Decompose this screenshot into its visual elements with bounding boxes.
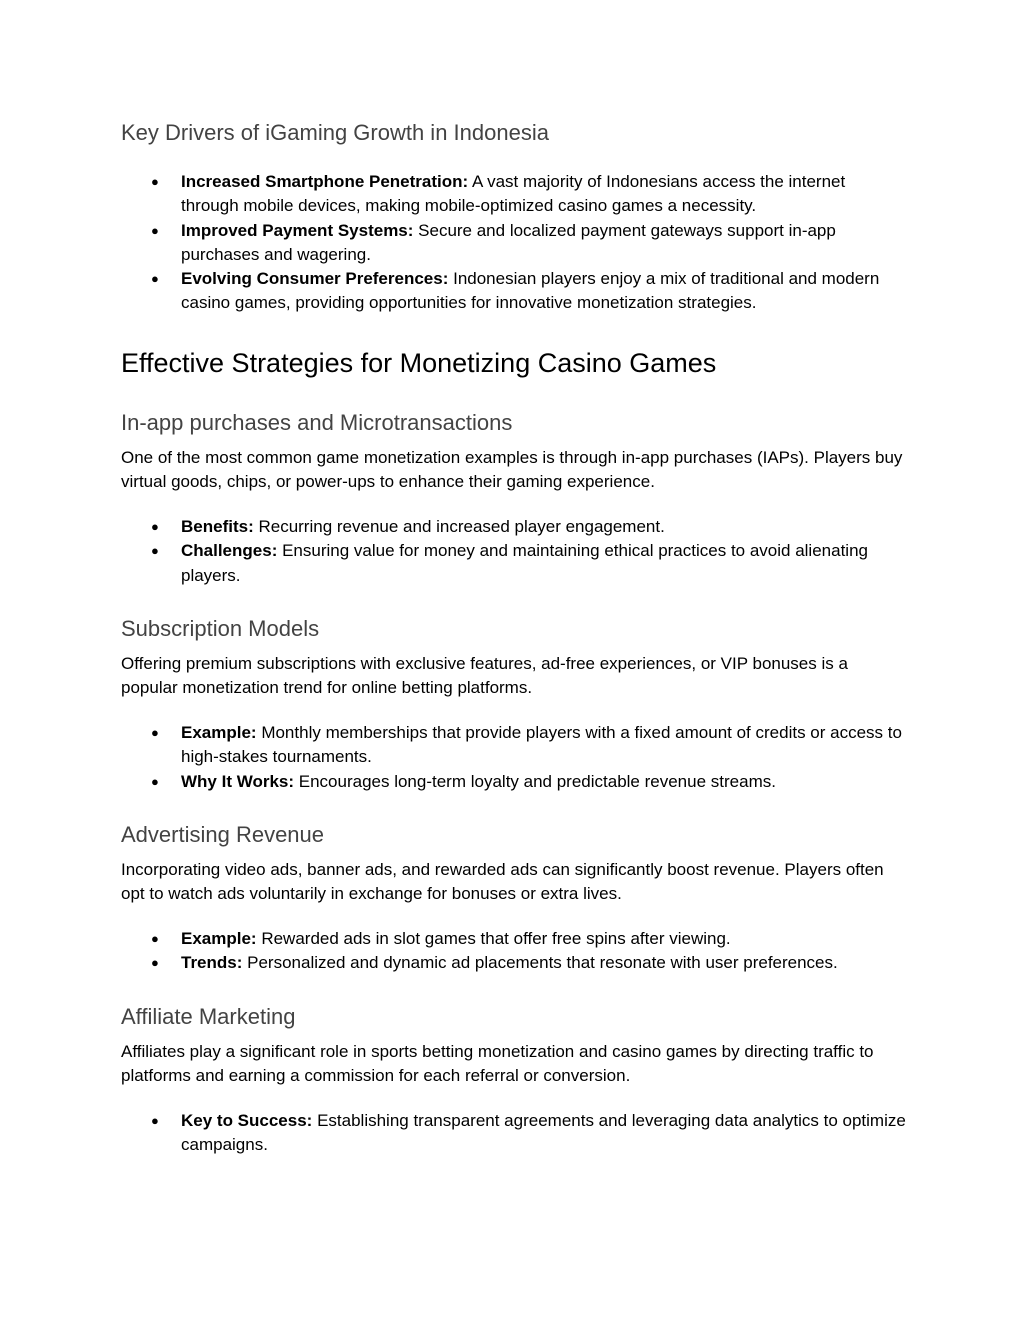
bullet-icon: ●: [151, 955, 159, 971]
subheading-affiliate-marketing: Affiliate Marketing: [121, 1004, 296, 1029]
list-item: ● Key to Success: Establishing transparent agreements and leveraging data analytics to optimize campaigns.: [151, 1111, 906, 1155]
bullet-icon: ●: [151, 725, 159, 740]
list-item: ● Challenges: Ensuring value for money and maintaining ethical practices to avoid alienating players.: [151, 541, 868, 585]
list-item: ● Why It Works: Encourages long-term loyalty and predictable revenue streams.: [121, 770, 906, 794]
bullet-icon: ●: [151, 271, 159, 287]
list-item: ● Trends: Personalized and dynamic ad placements that resonate with user preferences.: [121, 951, 906, 975]
bullet-icon: ●: [151, 222, 159, 238]
bullet-icon: ●: [151, 1113, 159, 1128]
subheading-subscription-models: Subscription Models: [121, 616, 320, 641]
list-item: ● Benefits: Recurring revenue and increased player engagement.: [121, 515, 906, 539]
list-item: ● Increased Smartphone Penetration: A vast majority of Indonesians access the internet through mobile devices, making mobile-optimized casino games a necessity.: [151, 172, 846, 216]
paragraph-affiliate-marketing: Affiliates play a significant role in sports betting monetization and casino games by directing traffic to platforms and earning a commission for each referral or conversion.: [121, 1042, 874, 1086]
bullet-icon: ●: [151, 519, 159, 534]
paragraph-advertising-revenue: Incorporating video ads, banner ads, and rewarded ads can significantly boost revenue. Players often opt to watch ads voluntarily in exchange for bonuses or extra lives.: [121, 860, 884, 904]
bullet-icon: ●: [151, 931, 159, 946]
subheading-in-app-purchases: In-app purchases and Microtransactions: [121, 410, 513, 435]
section-heading-effective-strategies: Effective Strategies for Monetizing Casino Games: [121, 348, 717, 378]
bullet-icon: ●: [151, 174, 159, 189]
paragraph-in-app-purchases: One of the most common game monetization examples is through in-app purchases (IAPs). Players buy virtual goods, chips, or power-ups to enhance their gaming experience.: [121, 448, 903, 492]
list-item: ● Example: Rewarded ads in slot games that offer free spins after viewing.: [121, 927, 906, 951]
advertising-revenue-list: [121, 927, 906, 976]
subheading-advertising-revenue: Advertising Revenue: [121, 822, 325, 847]
key-drivers-list: [121, 170, 906, 316]
section-heading-key-drivers: Key Drivers of iGaming Growth in Indonesia: [121, 120, 549, 145]
bullet-icon: ●: [151, 543, 159, 559]
affiliate-marketing-list: [121, 1109, 906, 1158]
subscription-models-list: [121, 721, 906, 794]
bullet-icon: ●: [151, 773, 159, 789]
in-app-purchases-list: [121, 515, 906, 588]
list-item: ● Example: Monthly memberships that provide players with a fixed amount of credits or access to high-stakes tournaments.: [151, 723, 902, 767]
paragraph-subscription-models: Offering premium subscriptions with exclusive features, ad-free experiences, or VIP bonuses is a popular monetization trend for online betting platforms.: [121, 654, 848, 698]
list-item: ● Improved Payment Systems: Secure and localized payment gateways support in-app purchases and wagering.: [151, 220, 836, 264]
list-item: ● Evolving Consumer Preferences: Indonesian players enjoy a mix of traditional and modern casino games, providing opportunities for innovative monetization strategies.: [151, 269, 880, 313]
